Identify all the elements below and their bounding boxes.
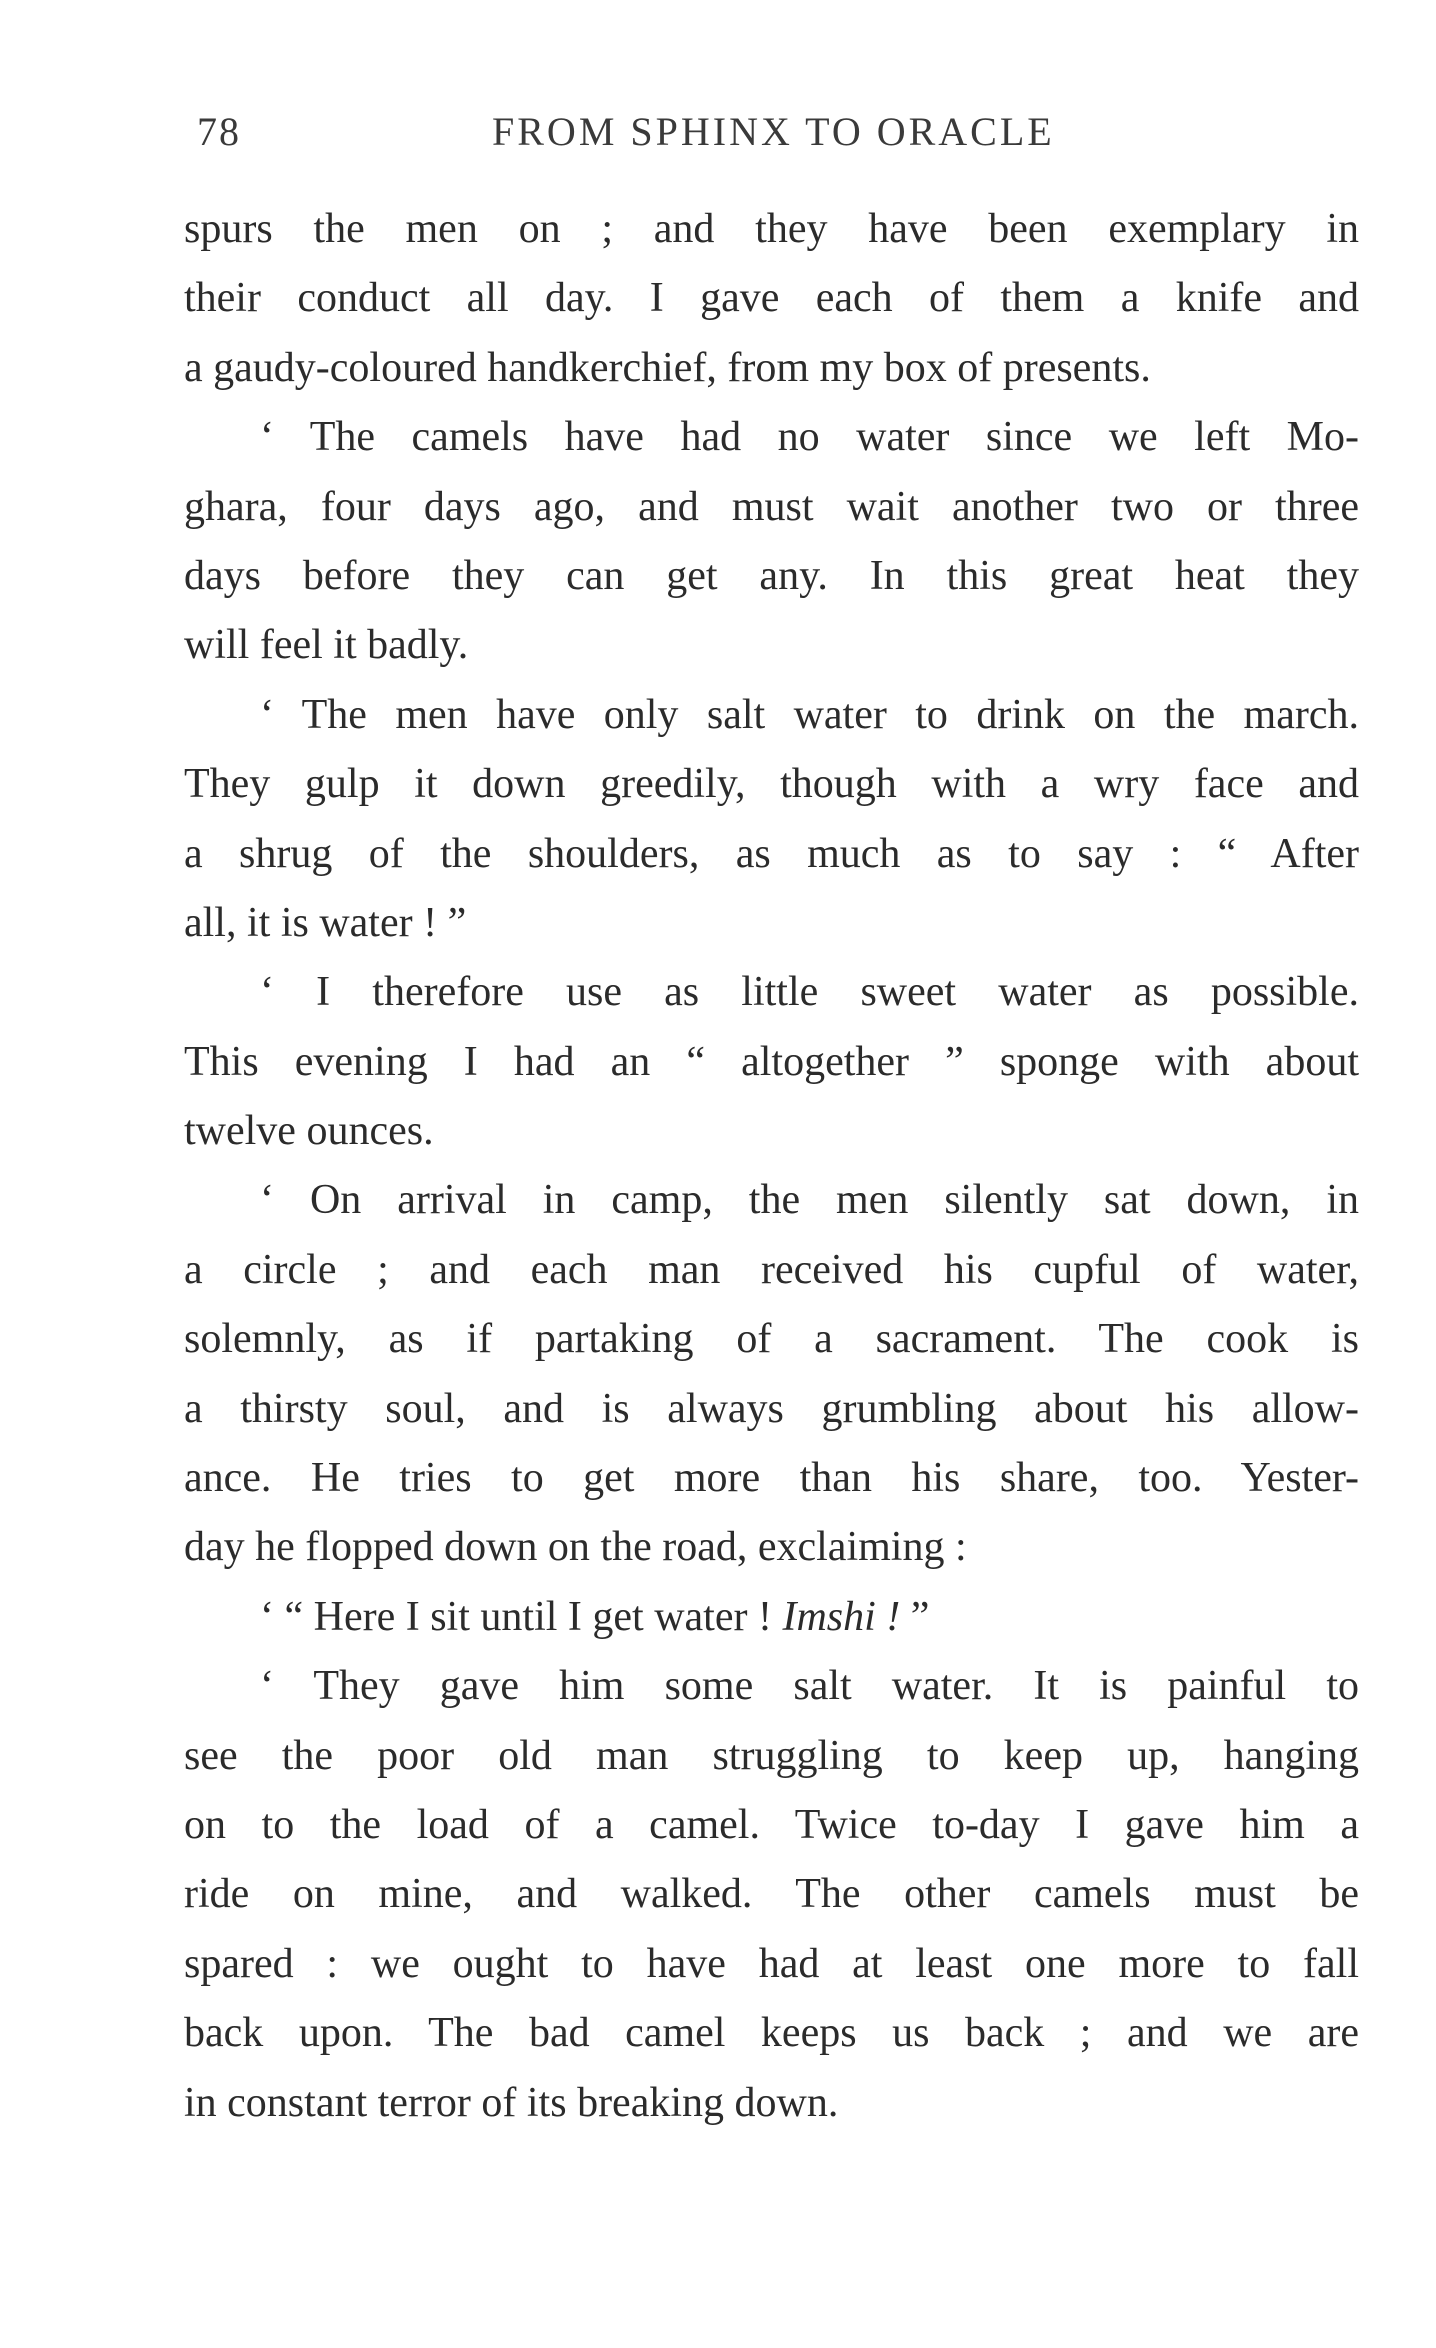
text-line: see the poor old man struggling to keep up, hanging (184, 1732, 1359, 1779)
quote-text: ‘ “ Here I sit until I get water ! (260, 1593, 772, 1640)
text-line: ride on mine, and walked. The other camels must be (184, 1871, 1359, 1918)
text-line: day he flopped down on the road, exclaiming : (184, 1524, 967, 1571)
text-line: a gaudy-coloured handkerchief, from my box of presents. (184, 344, 1151, 391)
text-line: a circle ; and each man received his cupful of water, (184, 1246, 1359, 1293)
text-line-with-italic (184, 1583, 1359, 1652)
text-line: days before they can get any. In this great heat they (184, 552, 1359, 599)
text-line: back upon. The bad camel keeps us back ; and we are (184, 2010, 1359, 2057)
text-line: their conduct all day. I gave each of them a knife and (184, 275, 1359, 322)
text-line: all, it is water ! ” (184, 899, 467, 946)
text-line: ‘ The men have only salt water to drink on the march. (260, 691, 1359, 738)
body-text (184, 195, 1359, 2138)
text-line: on to the load of a camel. Twice to-day I gave him a (184, 1801, 1359, 1848)
text-line: ance. He tries to get more than his share, too. Yester- (184, 1455, 1359, 1502)
text-line: a thirsty soul, and is always grumbling about his allow- (184, 1385, 1359, 1432)
text-line: This evening I had an “ altogether ” sponge with about (184, 1038, 1359, 1085)
text-line: a shrug of the shoulders, as much as to say : “ After (184, 830, 1359, 877)
text-line: ‘ The camels have had no water since we left Mo- (260, 414, 1359, 461)
running-head (197, 108, 1372, 160)
text-line: in constant terror of its breaking down. (184, 2079, 839, 2126)
text-line: solemnly, as if partaking of a sacrament. The cook is (184, 1316, 1359, 1363)
text-line: ‘ They gave him some salt water. It is painful to (260, 1663, 1359, 1710)
text-line: will feel it badly. (184, 622, 469, 669)
text-line: ‘ I therefore use as little sweet water as possible. (260, 969, 1359, 1016)
text-line: spared : we ought to have had at least one more to fall (184, 1940, 1359, 1987)
text-line: They gulp it down greedily, though with a wry face and (184, 761, 1359, 808)
text-line: spurs the men on ; and they have been exemplary in (184, 206, 1359, 252)
text-line: ghara, four days ago, and must wait another two or three (184, 483, 1359, 530)
closing-quote: ” (900, 1593, 930, 1640)
text-line: twelve ounces. (184, 1108, 434, 1155)
page-number: 78 (197, 109, 241, 154)
running-title: FROM SPHINX TO ORACLE (492, 109, 1055, 154)
italic-phrase: Imshi ! (782, 1593, 901, 1640)
text-line: ‘ On arrival in camp, the men silently sat down, in (260, 1177, 1359, 1224)
